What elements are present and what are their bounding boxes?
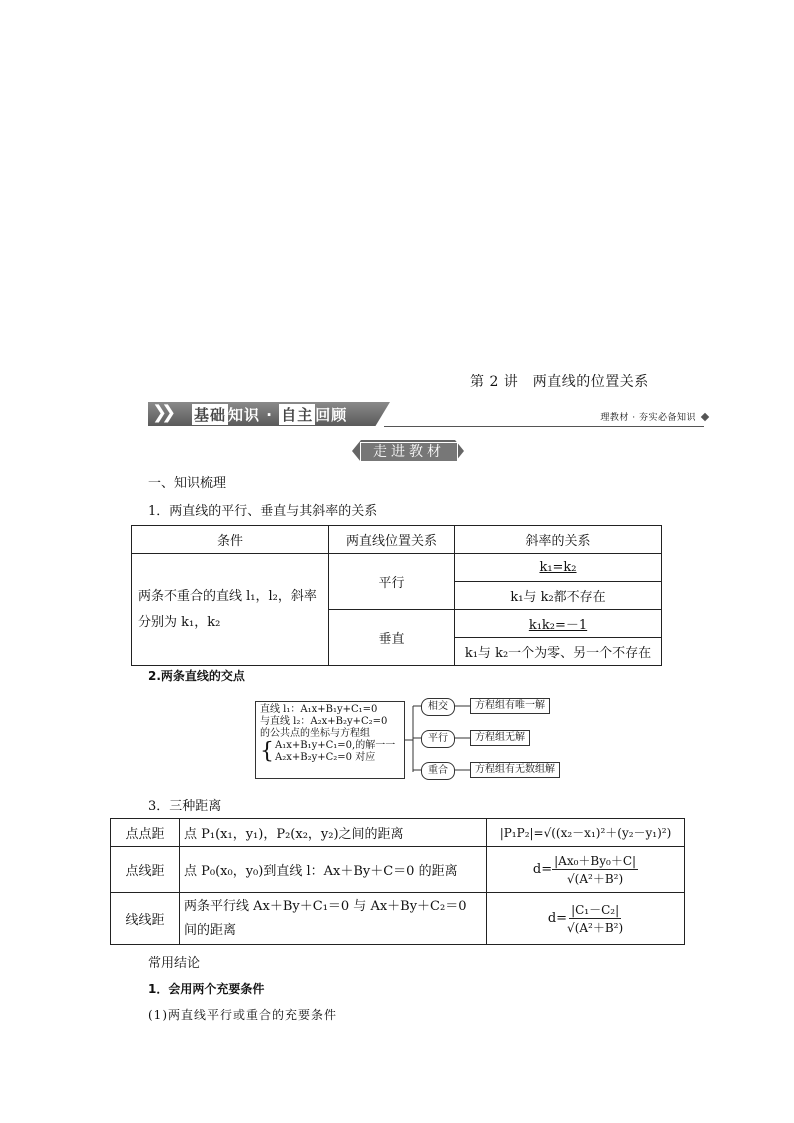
lecture-title: 第 2 讲 两直线的位置关系 bbox=[470, 374, 649, 390]
table-cell-formula: d= $\frac{\text{|Ax₀＋By₀＋C|}}{\text{√(A²＋B²)}}$ bbox=[487, 847, 685, 893]
intersection-diagram bbox=[255, 701, 570, 781]
diagram-oval: 相交 bbox=[421, 698, 455, 716]
left-brace-icon: { bbox=[260, 739, 274, 764]
diamond-icon bbox=[701, 413, 709, 421]
table-cell: k₁与 k₂都不存在 bbox=[455, 582, 662, 610]
table-cell-formula: d= $\frac{\text{|C₁－C₂|}}{\text{√(A²＋B²)}}$ bbox=[487, 893, 685, 945]
table-header: 两直线位置关系 bbox=[329, 526, 455, 554]
table-cell-desc: 两条平行线 Ax＋By＋C₁＝0 与 Ax＋By＋C₂＝0 间的距离 bbox=[180, 893, 487, 945]
section-heading: 一、知识梳理 bbox=[148, 476, 227, 491]
sub-banner bbox=[352, 440, 464, 462]
table-cell-formula: |P₁P₂|=√((x₂－x₁)²＋(y₂－y₁)²) bbox=[487, 819, 685, 847]
banner-subtitle: 理教材 · 夯实必备知识 bbox=[600, 413, 696, 423]
table-cell-name: 点点距 bbox=[111, 819, 180, 847]
table-header: 斜率的关系 bbox=[455, 526, 662, 554]
diagram-oval: 重合 bbox=[421, 762, 455, 780]
distance-table bbox=[110, 818, 685, 945]
chevron-right-icon: ❯❯ bbox=[152, 402, 171, 423]
diagram-result: 方程组有唯一解 bbox=[470, 698, 550, 714]
banner-rule bbox=[384, 426, 704, 427]
diagram-oval: 平行 bbox=[421, 730, 455, 748]
slope-relation-table bbox=[131, 525, 662, 666]
diagram-source-box: 直线 l₁：A₁x+B₁y+C₁=0 与直线 l₂：A₂x+B₂y+C₂=0 的公共点的坐标与方程组 { A₁x+B₁y+C₁=0, A₂x+B₂y+C₂=0 的解一一对应 bbox=[255, 701, 405, 779]
item-heading-1: 1．两直线的平行、垂直与其斜率的关系 bbox=[148, 504, 378, 519]
diagram-result: 方程组有无数组解 bbox=[470, 762, 560, 778]
item-heading-2: 2.两条直线的交点 bbox=[148, 669, 245, 683]
table-cell: k₁=k₂ bbox=[455, 554, 662, 582]
banner-title: 基础 知识 · 自主 回顾 bbox=[194, 406, 348, 424]
table-cell-parallel: 平行 bbox=[329, 554, 455, 610]
item-heading-3: 3．三种距离 bbox=[148, 799, 222, 814]
section-banner bbox=[148, 400, 708, 430]
table-cell-desc: 点 P₀(x₀，y₀)到直线 l：Ax＋By＋C＝0 的距离 bbox=[180, 847, 487, 893]
table-cell-name: 点线距 bbox=[111, 847, 180, 893]
conclusion-item-1-1: (1)两直线平行或重合的充要条件 bbox=[148, 1008, 337, 1022]
conclusion-item-1: 1．会用两个充要条件 bbox=[148, 982, 265, 996]
conclusion-title: 常用结论 bbox=[148, 956, 201, 971]
table-header: 条件 bbox=[132, 526, 329, 554]
table-cell-name: 线线距 bbox=[111, 893, 180, 945]
table-cell: k₁k₂=－1 bbox=[455, 610, 662, 638]
diagram-result: 方程组无解 bbox=[470, 730, 530, 746]
table-cell-desc: 点 P₁(x₁，y₁)，P₂(x₂，y₂)之间的距离 bbox=[180, 819, 487, 847]
table-cell: k₁与 k₂一个为零、另一个不存在 bbox=[455, 638, 662, 666]
table-cell-condition: 两条不重合的直线 l₁，l₂，斜率分别为 k₁，k₂ bbox=[132, 554, 329, 666]
sub-banner-label: 走进教材 bbox=[360, 442, 458, 462]
table-cell-perpendicular: 垂直 bbox=[329, 610, 455, 666]
